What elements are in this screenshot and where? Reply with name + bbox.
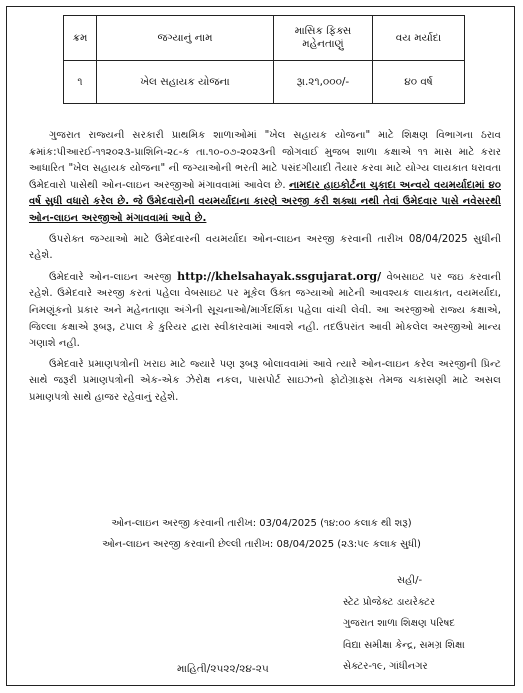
table-row xyxy=(64,61,465,104)
signature-block xyxy=(343,570,513,678)
col-header-serial: ક્રમ xyxy=(64,16,97,61)
cell-remuneration: રૂા.૨૧,૦૦૦/- xyxy=(274,61,373,104)
posts-table xyxy=(63,15,465,104)
intro-text: ગુજરાત રાજ્યની સરકારી પ્રાથમિક શાળાઓમાં "ખેલ સહાયક યોજના" માટે શિક્ષણ વિભાગના ઠરાવ ક્રમાંક:પીઆરઈ-૧૧૨૦૨૩-પ્રાશિનિ-૨૮-ક તા.૧૦-૦૭-૨૦૨૩ની જોગવાઈ મુજબ શાળા કક્ષાએ ૧૧ માસ માટે કરાર આધારિત "ખેલ સહાયક યોજના" ની જગ્યાઓની ભરતી માટે પસંદગીયાદી તૈયાર કરવા માટે યોગ્ય લાયકાત ધરાવતા ઉમેદવારો પાસેથી ઓન-લાઇન અરજીઓ મંગાવવામાં આવેલ છે. xyxy=(29,130,501,191)
signatory-organization: ગુજરાત શાળા શિક્ષણ પરિષદ xyxy=(343,618,456,629)
cell-age-limit: ૪૦ વર્ષ xyxy=(373,61,465,104)
col-header-age-limit: વય મર્યાદા xyxy=(373,16,465,61)
cell-serial: ૧ xyxy=(64,61,97,104)
notice-reference-code: માહિતી/૨૫૨૨/૨૪-૨૫ xyxy=(177,663,269,675)
signatory-office: વિદ્યા સમીક્ષા કેન્દ્ર, સમગ્ર શિક્ષા xyxy=(343,639,465,651)
signature-mark: સહી/- xyxy=(397,575,423,586)
start-date: ઓન-લાઇન અરજી કરવાની તારીખ: 03/04/2025 (૧૪:૦૦ કલાક થી શરૂ) xyxy=(111,518,412,529)
end-date: ઓન-લાઇન અરજી કરવાની છેલ્લી તારીખ: 08/04/2025 (૨૩:૫૯ કલાક સુધી) xyxy=(102,539,421,550)
website-link[interactable]: http://khelsahayak.ssgujarat.org/ xyxy=(177,269,382,283)
paragraph-age-cutoff: ઉપરોક્ત જગ્યાઓ માટે ઉમેદવારની વયમર્યાદા ઓન-લાઇન અરજી કરવાની તારીખ 08/04/2025 સુધીની રહેશે. xyxy=(29,233,501,262)
col-header-remuneration: માસિક ફિક્સ મહેનતાણું xyxy=(274,16,373,61)
cell-post-name: ખેલ સહાયક યોજના xyxy=(97,61,274,104)
signatory-designation: સ્ટેટ પ્રોજેક્ટ ડાયરેક્ટર xyxy=(343,596,436,608)
apply-text-before: ઉમેદવારે ઓન-લાઇન અરજી xyxy=(49,271,178,283)
table-header-row xyxy=(64,16,465,61)
age-limit-notice: નામદાર હાઇકોર્ટના ચુકાદા અન્વયે વયમર્યાદામાં ૪૦ વર્ષ સુધી વધારો કરેલ છે. જે ઉમેદવારોની વયમર્યાદાના કારણે અરજી કરી શક્યા નથી તેવાં ઉમેદવાર પાસે નવેસરથી ઓન-લાઇન અરજીઓ મંગાવવામાં આવે છે. xyxy=(29,179,501,224)
apply-text-after: વેબસાઇટ પર જઇ કરવાની રહેશે. ઉમેદવારે અરજી કરતાં પહેલા વેબસાઇટ પર મૂકેલ ઉક્ત જગ્યાઓ માટેની આવશ્યક લાયકાત, વયમર્યાદા, નિમણૂંકનો પ્રકાર અને મહેનતાણા અંગેની સૂચનાઓ/માર્ગદર્શિકા પહેલા વાંચી લેવી. આ અરજીઓ રાજ્ય કક્ષાએ, જિલ્લા કક્ષાએ રૂબરૂ, ટપાલ કે કુરિયર દ્વારા સ્વીકારવામાં આવશે નહી. તદઉપરાંત આવી મોકલેલ અરજીઓ માન્ય ગણાશે નહી. xyxy=(29,271,501,350)
paragraph-apply-online xyxy=(29,269,501,353)
paragraph-verification: ઉમેદવારે પ્રમાણપત્રોની ખરાઇ માટે જ્યારે પણ રૂબરૂ બોલાવવામાં આવે ત્યારે ઓન-લાઇન કરેલ અરજીની પ્રિન્ટ સાથે જરૂરી પ્રમાણપત્રોની એક-એક ઝેરોક્ષ નકલ, પાસપોર્ટ સાઇઝનો ફોટોગ્રાફ્સ તેમજ ચકાસણી માટે અસલ પ્રમાણપત્રો સાથે હાજર રહેવાનું રહેશે. xyxy=(29,358,501,403)
application-dates xyxy=(7,513,516,555)
paragraph-intro xyxy=(29,128,501,228)
signatory-address: સેક્ટર-૧૯, ગાંધીનગર xyxy=(343,661,428,672)
col-header-post-name: જગ્યાનું નામ xyxy=(97,16,274,61)
body-text xyxy=(29,128,501,411)
advertisement-page xyxy=(6,6,515,686)
